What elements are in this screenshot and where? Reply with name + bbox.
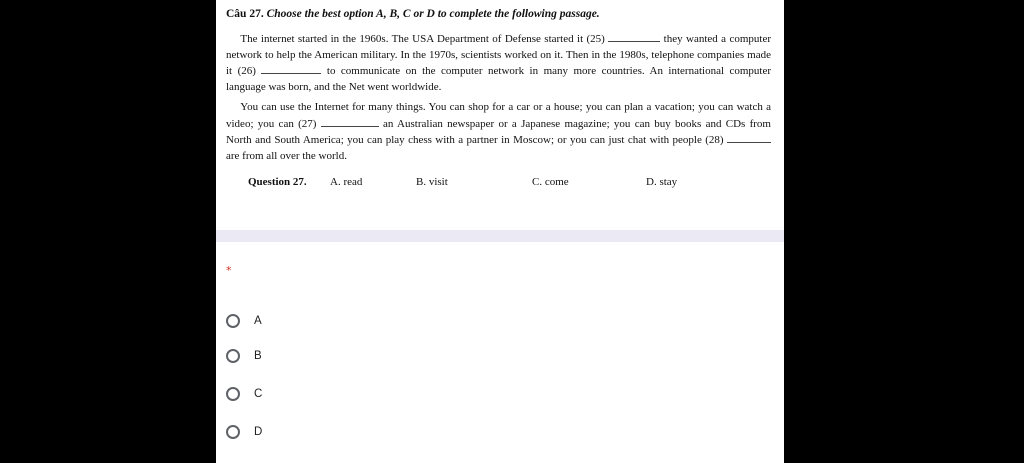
radio-option-label: B [254, 350, 262, 362]
options-question-label: Question 27. [248, 176, 307, 188]
paragraph-1-part-1: The internet started in the 1960s. The USA Department of Defense started it (25) [240, 33, 605, 45]
radio-circle-icon[interactable] [226, 314, 240, 328]
required-marker: * [226, 264, 232, 277]
radio-option-label: A [254, 315, 262, 327]
question-image [216, 0, 784, 230]
radio-option-b[interactable] [226, 347, 262, 365]
passage-paragraph-2 [226, 100, 771, 164]
radio-circle-icon[interactable] [226, 349, 240, 363]
option-c-text: C. come [532, 176, 569, 188]
passage-paragraph-1 [226, 31, 771, 95]
form-page [216, 0, 784, 463]
blank-25 [608, 31, 660, 42]
paragraph-2-part-1: You can use the Internet for many things. You can shop for a car or a house; you can plan a vacation; you can watch a video; you can (27) [226, 101, 772, 130]
question-number: Câu 27. [226, 8, 264, 20]
question-instruction: Choose the best option A, B, C or D to complete the following passage. [266, 8, 600, 20]
radio-option-label: C [254, 388, 263, 400]
blank-27 [321, 116, 379, 127]
option-b-text: B. visit [416, 176, 448, 188]
paragraph-1-part-3: to communicate on the computer network in many more countries. An international computer language was born, and the Net went worldwide. [226, 65, 772, 93]
question-title [226, 8, 600, 20]
radio-circle-icon[interactable] [226, 425, 240, 439]
radio-option-a[interactable] [226, 312, 262, 330]
paragraph-2-part-3: are from all over the world. [226, 149, 347, 162]
blank-28 [727, 132, 771, 143]
paragraph-1-part-2: they wanted a computer network to help the American military. In the 1970s, scientists worked on it. Then in the 1980s, telephone companies made it (26) [226, 33, 772, 77]
option-a-text: A. read [330, 176, 363, 188]
section-divider [216, 230, 784, 242]
paragraph-2-part-2: an Australian newspaper or a Japanese magazine; you can buy books and CDs from North and South America; you can play chess with a partner in Moscow; or you can just chat with people (28) [226, 117, 771, 146]
radio-option-label: D [254, 426, 263, 438]
radio-option-d[interactable] [226, 423, 262, 441]
radio-option-c[interactable] [226, 385, 262, 403]
blank-26 [261, 63, 321, 74]
option-d-text: D. stay [646, 176, 678, 188]
radio-circle-icon[interactable] [226, 387, 240, 401]
